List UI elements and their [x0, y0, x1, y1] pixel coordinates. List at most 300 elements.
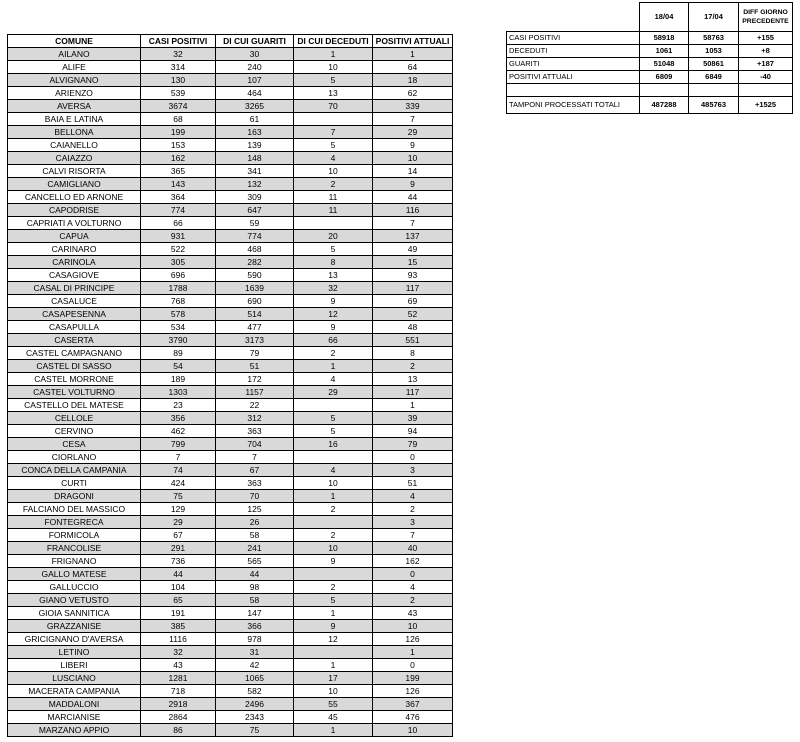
table-row [8, 269, 453, 282]
cell-deceduti: 10 [294, 685, 373, 698]
cell-guariti: 774 [216, 230, 294, 243]
cell-positivi-attuali: 199 [373, 672, 453, 685]
cell-positivi-attuali: 9 [373, 139, 453, 152]
summary-value-18-04: 51048 [640, 58, 689, 71]
cell-guariti: 240 [216, 61, 294, 74]
cell-guariti: 363 [216, 425, 294, 438]
table-row [8, 152, 453, 165]
cell-deceduti: 12 [294, 633, 373, 646]
cell-positivi-attuali: 40 [373, 542, 453, 555]
cell-positivi-attuali: 64 [373, 61, 453, 74]
cell-guariti: 363 [216, 477, 294, 490]
cell-guariti: 58 [216, 529, 294, 542]
summary-row [507, 71, 793, 84]
table-row [8, 672, 453, 685]
table-row [8, 568, 453, 581]
cell-guariti: 59 [216, 217, 294, 230]
table-row [8, 503, 453, 516]
cell-deceduti: 4 [294, 464, 373, 477]
table-row [8, 620, 453, 633]
cell-deceduti: 66 [294, 334, 373, 347]
cell-positivi-attuali: 0 [373, 451, 453, 464]
cell-guariti: 1157 [216, 386, 294, 399]
cell-guariti: 67 [216, 464, 294, 477]
cell-comune: CANCELLO ED ARNONE [8, 191, 141, 204]
cell-deceduti [294, 451, 373, 464]
table-row [8, 490, 453, 503]
cell-comune: CALVI RISORTA [8, 165, 141, 178]
table-row [8, 477, 453, 490]
cell-comune: MARCIANISE [8, 711, 141, 724]
summary-value-18-04: 6809 [640, 71, 689, 84]
cell-casi-positivi: 356 [141, 412, 216, 425]
table-row [8, 295, 453, 308]
cell-casi-positivi: 65 [141, 594, 216, 607]
cell-deceduti: 2 [294, 529, 373, 542]
cell-comune: DRAGONI [8, 490, 141, 503]
cell-deceduti: 7 [294, 126, 373, 139]
cell-comune: CASALUCE [8, 295, 141, 308]
summary-row [507, 84, 793, 97]
cell-deceduti [294, 516, 373, 529]
cell-casi-positivi: 104 [141, 581, 216, 594]
cell-comune: ARIENZO [8, 87, 141, 100]
cell-positivi-attuali: 162 [373, 555, 453, 568]
cell-deceduti: 13 [294, 269, 373, 282]
table-row [8, 685, 453, 698]
cell-positivi-attuali: 116 [373, 204, 453, 217]
summary-value-17-04: 6849 [689, 71, 739, 84]
cell-comune: MADDALONI [8, 698, 141, 711]
summary-value-17-04: 1053 [689, 45, 739, 58]
cell-guariti: 3173 [216, 334, 294, 347]
cell-casi-positivi: 199 [141, 126, 216, 139]
cell-comune: FALCIANO DEL MASSICO [8, 503, 141, 516]
cell-comune: GRAZZANISE [8, 620, 141, 633]
cell-positivi-attuali: 4 [373, 490, 453, 503]
table-row [8, 451, 453, 464]
cell-comune: CIORLANO [8, 451, 141, 464]
summary-label: DECEDUTI [507, 45, 640, 58]
summary-table-body [507, 32, 793, 114]
summary-label: TAMPONI PROCESSATI TOTALI [507, 97, 640, 114]
cell-positivi-attuali: 2 [373, 360, 453, 373]
table-row [8, 217, 453, 230]
cell-positivi-attuali: 10 [373, 152, 453, 165]
cell-positivi-attuali: 43 [373, 607, 453, 620]
table-row [8, 308, 453, 321]
cell-positivi-attuali: 3 [373, 464, 453, 477]
cell-guariti: 61 [216, 113, 294, 126]
cell-comune: BELLONA [8, 126, 141, 139]
cell-comune: CARINOLA [8, 256, 141, 269]
cell-guariti: 241 [216, 542, 294, 555]
cell-deceduti: 70 [294, 100, 373, 113]
cell-casi-positivi: 44 [141, 568, 216, 581]
cell-positivi-attuali: 29 [373, 126, 453, 139]
cell-comune: LETINO [8, 646, 141, 659]
summary-row [507, 45, 793, 58]
table-row [8, 230, 453, 243]
cell-casi-positivi: 54 [141, 360, 216, 373]
table-row [8, 191, 453, 204]
cell-comune: CASTEL VOLTURNO [8, 386, 141, 399]
cell-positivi-attuali: 39 [373, 412, 453, 425]
cell-guariti: 30 [216, 48, 294, 61]
cell-casi-positivi: 1788 [141, 282, 216, 295]
cell-guariti: 309 [216, 191, 294, 204]
cell-deceduti [294, 646, 373, 659]
table-row [8, 321, 453, 334]
cell-positivi-attuali: 7 [373, 217, 453, 230]
table-row [8, 360, 453, 373]
cell-deceduti: 1 [294, 490, 373, 503]
cell-positivi-attuali: 551 [373, 334, 453, 347]
cell-deceduti: 5 [294, 74, 373, 87]
cell-positivi-attuali: 10 [373, 620, 453, 633]
table-row [8, 659, 453, 672]
cell-positivi-attuali: 8 [373, 347, 453, 360]
table-row [8, 412, 453, 425]
summary-header-blank [507, 3, 640, 32]
table-row [8, 581, 453, 594]
cell-casi-positivi: 32 [141, 646, 216, 659]
cell-positivi-attuali: 69 [373, 295, 453, 308]
cell-guariti: 590 [216, 269, 294, 282]
summary-diff: +8 [739, 45, 793, 58]
cell-guariti: 31 [216, 646, 294, 659]
summary-row [507, 32, 793, 45]
cell-positivi-attuali: 1 [373, 399, 453, 412]
table-row [8, 373, 453, 386]
cell-comune: MARZANO APPIO [8, 724, 141, 737]
cell-comune: CASTEL DI SASSO [8, 360, 141, 373]
cell-guariti: 565 [216, 555, 294, 568]
cell-positivi-attuali: 1 [373, 48, 453, 61]
summary-header-date-2: 17/04 [689, 3, 739, 32]
cell-comune: CELLOLE [8, 412, 141, 425]
cell-positivi-attuali: 3 [373, 516, 453, 529]
cell-comune: AVERSA [8, 100, 141, 113]
cell-guariti: 148 [216, 152, 294, 165]
cell-comune: GIOIA SANNITICA [8, 607, 141, 620]
cell-casi-positivi: 2864 [141, 711, 216, 724]
table-row [8, 61, 453, 74]
cell-guariti: 98 [216, 581, 294, 594]
cell-positivi-attuali: 13 [373, 373, 453, 386]
cell-deceduti [294, 399, 373, 412]
cell-deceduti: 5 [294, 243, 373, 256]
cell-comune: CAIAZZO [8, 152, 141, 165]
table-row [8, 555, 453, 568]
cell-guariti: 468 [216, 243, 294, 256]
cell-positivi-attuali: 117 [373, 282, 453, 295]
cell-positivi-attuali: 117 [373, 386, 453, 399]
header-positivi-attuali: POSITIVI ATTUALI [373, 35, 453, 48]
cell-casi-positivi: 68 [141, 113, 216, 126]
table-row [8, 607, 453, 620]
cell-casi-positivi: 89 [141, 347, 216, 360]
table-row [8, 542, 453, 555]
table-row [8, 438, 453, 451]
header-comune: COMUNE [8, 35, 141, 48]
cell-deceduti: 29 [294, 386, 373, 399]
cell-casi-positivi: 129 [141, 503, 216, 516]
cell-casi-positivi: 2918 [141, 698, 216, 711]
table-row [8, 139, 453, 152]
summary-diff: +187 [739, 58, 793, 71]
table-row [8, 399, 453, 412]
table-row [8, 204, 453, 217]
cell-deceduti: 1 [294, 48, 373, 61]
summary-value-18-04 [640, 84, 689, 97]
cell-comune: ALVIGNANO [8, 74, 141, 87]
cell-guariti: 341 [216, 165, 294, 178]
cell-comune: GALLUCCIO [8, 581, 141, 594]
cell-positivi-attuali: 2 [373, 503, 453, 516]
cell-positivi-attuali: 0 [373, 568, 453, 581]
cell-deceduti: 16 [294, 438, 373, 451]
cell-casi-positivi: 29 [141, 516, 216, 529]
cell-casi-positivi: 385 [141, 620, 216, 633]
cell-deceduti [294, 217, 373, 230]
comuni-table-header [8, 35, 453, 48]
cell-comune: CESA [8, 438, 141, 451]
cell-comune: FRIGNANO [8, 555, 141, 568]
cell-positivi-attuali: 126 [373, 685, 453, 698]
comuni-table-body [8, 48, 453, 737]
header-casi-positivi: CASI POSITIVI [141, 35, 216, 48]
cell-guariti: 1639 [216, 282, 294, 295]
summary-value-17-04: 58763 [689, 32, 739, 45]
cell-positivi-attuali: 94 [373, 425, 453, 438]
summary-row [507, 97, 793, 114]
summary-value-18-04: 58918 [640, 32, 689, 45]
cell-comune: ALIFE [8, 61, 141, 74]
cell-positivi-attuali: 126 [373, 633, 453, 646]
table-row [8, 594, 453, 607]
cell-comune: CASTEL MORRONE [8, 373, 141, 386]
cell-deceduti: 9 [294, 295, 373, 308]
cell-positivi-attuali: 2 [373, 594, 453, 607]
cell-deceduti: 9 [294, 321, 373, 334]
cell-positivi-attuali: 18 [373, 74, 453, 87]
table-row [8, 178, 453, 191]
cell-comune: FONTEGRECA [8, 516, 141, 529]
table-row [8, 347, 453, 360]
cell-guariti: 139 [216, 139, 294, 152]
cell-casi-positivi: 1303 [141, 386, 216, 399]
cell-casi-positivi: 130 [141, 74, 216, 87]
cell-guariti: 147 [216, 607, 294, 620]
cell-positivi-attuali: 44 [373, 191, 453, 204]
cell-deceduti: 2 [294, 503, 373, 516]
cell-comune: CASAPESENNA [8, 308, 141, 321]
cell-casi-positivi: 799 [141, 438, 216, 451]
cell-casi-positivi: 3674 [141, 100, 216, 113]
cell-positivi-attuali: 10 [373, 724, 453, 737]
cell-comune: CURTI [8, 477, 141, 490]
cell-positivi-attuali: 52 [373, 308, 453, 321]
cell-comune: FORMICOLA [8, 529, 141, 542]
cell-deceduti: 1 [294, 360, 373, 373]
cell-deceduti: 5 [294, 139, 373, 152]
cell-casi-positivi: 534 [141, 321, 216, 334]
table-row [8, 633, 453, 646]
cell-deceduti: 55 [294, 698, 373, 711]
cell-casi-positivi: 539 [141, 87, 216, 100]
cell-casi-positivi: 578 [141, 308, 216, 321]
cell-positivi-attuali: 1 [373, 646, 453, 659]
cell-comune: LUSCIANO [8, 672, 141, 685]
cell-casi-positivi: 7 [141, 451, 216, 464]
cell-deceduti: 17 [294, 672, 373, 685]
cell-comune: CASTEL CAMPAGNANO [8, 347, 141, 360]
cell-comune: GALLO MATESE [8, 568, 141, 581]
table-row [8, 256, 453, 269]
cell-casi-positivi: 1281 [141, 672, 216, 685]
cell-positivi-attuali: 49 [373, 243, 453, 256]
table-row [8, 100, 453, 113]
cell-comune: MACERATA CAMPANIA [8, 685, 141, 698]
cell-casi-positivi: 153 [141, 139, 216, 152]
cell-comune: CERVINO [8, 425, 141, 438]
table-row [8, 529, 453, 542]
cell-guariti: 22 [216, 399, 294, 412]
cell-deceduti: 10 [294, 165, 373, 178]
summary-value-17-04: 50861 [689, 58, 739, 71]
table-row [8, 724, 453, 737]
cell-positivi-attuali: 339 [373, 100, 453, 113]
table-row [8, 711, 453, 724]
cell-guariti: 2496 [216, 698, 294, 711]
cell-positivi-attuali: 0 [373, 659, 453, 672]
cell-guariti: 582 [216, 685, 294, 698]
cell-casi-positivi: 23 [141, 399, 216, 412]
cell-deceduti: 8 [294, 256, 373, 269]
cell-guariti: 7 [216, 451, 294, 464]
table-row [8, 282, 453, 295]
cell-guariti: 312 [216, 412, 294, 425]
table-row [8, 646, 453, 659]
cell-guariti: 366 [216, 620, 294, 633]
cell-deceduti: 5 [294, 412, 373, 425]
summary-header-date-1: 18/04 [640, 3, 689, 32]
summary-row [507, 58, 793, 71]
cell-casi-positivi: 86 [141, 724, 216, 737]
cell-casi-positivi: 43 [141, 659, 216, 672]
cell-comune: CONCA DELLA CAMPANIA [8, 464, 141, 477]
summary-value-17-04: 485763 [689, 97, 739, 114]
table-row [8, 698, 453, 711]
cell-deceduti: 11 [294, 204, 373, 217]
summary-label: POSITIVI ATTUALI [507, 71, 640, 84]
cell-comune: CAPUA [8, 230, 141, 243]
cell-comune: CASAPULLA [8, 321, 141, 334]
cell-casi-positivi: 696 [141, 269, 216, 282]
cell-casi-positivi: 74 [141, 464, 216, 477]
cell-casi-positivi: 3790 [141, 334, 216, 347]
cell-deceduti: 4 [294, 373, 373, 386]
summary-label: CASI POSITIVI [507, 32, 640, 45]
cell-guariti: 1065 [216, 672, 294, 685]
cell-casi-positivi: 522 [141, 243, 216, 256]
cell-deceduti: 2 [294, 581, 373, 594]
summary-table [506, 2, 793, 114]
summary-value-18-04: 1061 [640, 45, 689, 58]
summary-value-18-04: 487288 [640, 97, 689, 114]
table-row [8, 74, 453, 87]
summary-diff: +155 [739, 32, 793, 45]
summary-diff: +1525 [739, 97, 793, 114]
cell-positivi-attuali: 7 [373, 113, 453, 126]
summary-label [507, 84, 640, 97]
cell-casi-positivi: 191 [141, 607, 216, 620]
cell-guariti: 44 [216, 568, 294, 581]
cell-deceduti: 1 [294, 659, 373, 672]
cell-deceduti: 2 [294, 178, 373, 191]
table-row [8, 48, 453, 61]
cell-positivi-attuali: 9 [373, 178, 453, 191]
cell-comune: BAIA E LATINA [8, 113, 141, 126]
cell-casi-positivi: 32 [141, 48, 216, 61]
cell-casi-positivi: 424 [141, 477, 216, 490]
cell-guariti: 464 [216, 87, 294, 100]
cell-guariti: 132 [216, 178, 294, 191]
cell-casi-positivi: 931 [141, 230, 216, 243]
cell-casi-positivi: 718 [141, 685, 216, 698]
cell-positivi-attuali: 7 [373, 529, 453, 542]
cell-comune: CASAGIOVE [8, 269, 141, 282]
cell-guariti: 79 [216, 347, 294, 360]
summary-header-row [507, 3, 793, 32]
cell-guariti: 58 [216, 594, 294, 607]
cell-deceduti: 1 [294, 607, 373, 620]
cell-deceduti: 5 [294, 425, 373, 438]
header-deceduti: DI CUI DECEDUTI [294, 35, 373, 48]
cell-guariti: 704 [216, 438, 294, 451]
cell-casi-positivi: 189 [141, 373, 216, 386]
cell-casi-positivi: 162 [141, 152, 216, 165]
cell-comune: AILANO [8, 48, 141, 61]
cell-casi-positivi: 305 [141, 256, 216, 269]
cell-comune: GRICIGNANO D'AVERSA [8, 633, 141, 646]
summary-value-17-04 [689, 84, 739, 97]
cell-guariti: 75 [216, 724, 294, 737]
table-row [8, 126, 453, 139]
cell-deceduti: 9 [294, 555, 373, 568]
cell-comune: LIBERI [8, 659, 141, 672]
cell-positivi-attuali: 48 [373, 321, 453, 334]
cell-guariti: 2343 [216, 711, 294, 724]
cell-guariti: 172 [216, 373, 294, 386]
cell-guariti: 3265 [216, 100, 294, 113]
cell-positivi-attuali: 15 [373, 256, 453, 269]
summary-label: GUARITI [507, 58, 640, 71]
cell-comune: CASTELLO DEL MATESE [8, 399, 141, 412]
cell-guariti: 125 [216, 503, 294, 516]
cell-guariti: 514 [216, 308, 294, 321]
cell-deceduti: 1 [294, 724, 373, 737]
cell-casi-positivi: 66 [141, 217, 216, 230]
cell-casi-positivi: 67 [141, 529, 216, 542]
summary-header-diff: DIFF GIORNO PRECEDENTE [739, 3, 793, 32]
cell-deceduti: 2 [294, 347, 373, 360]
table-row [8, 334, 453, 347]
cell-guariti: 477 [216, 321, 294, 334]
cell-deceduti: 32 [294, 282, 373, 295]
cell-comune: GIANO VETUSTO [8, 594, 141, 607]
